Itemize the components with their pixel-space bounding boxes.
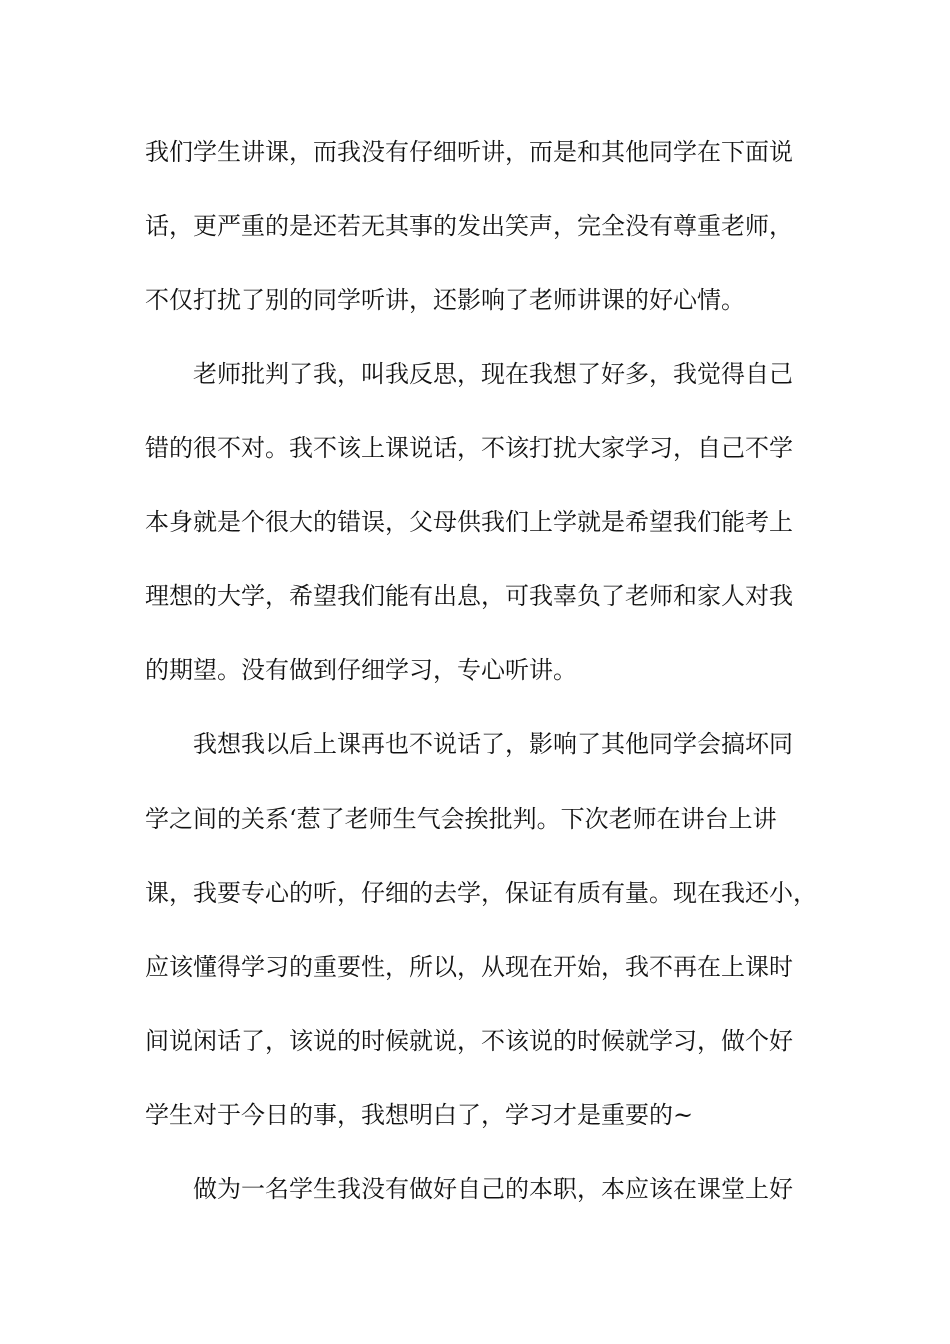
- paragraph-line: 课，我要专心的听，仔细的去学，保证有质有量。现在我还小，: [145, 879, 817, 907]
- paragraph-line: 不仅打扰了别的同学听讲，还影响了老师讲课的好心情。: [145, 286, 745, 314]
- paragraph-line: 错的很不对。我不该上课说话，不该打扰大家学习，自己不学: [145, 434, 793, 462]
- paragraph-line: 应该懂得学习的重要性，所以，从现在开始，我不再在上课时: [145, 953, 793, 981]
- paragraph-first-line: 做为一名学生我没有做好自己的本职，本应该在课堂上好: [193, 1175, 793, 1203]
- paragraph-line: 理想的大学，希望我们能有出息，可我辜负了老师和家人对我: [145, 582, 793, 610]
- paragraph-line: 话，更严重的是还若无其事的发出笑声，完全没有尊重老师，: [145, 212, 793, 240]
- paragraph-line: 我们学生讲课，而我没有仔细听讲，而是和其他同学在下面说: [145, 138, 793, 166]
- paragraph-line: 学生对于今日的事，我想明白了，学习才是重要的~: [145, 1101, 694, 1129]
- paragraph-first-line: 我想我以后上课再也不说话了，影响了其他同学会搞坏同: [193, 730, 793, 758]
- paragraph-first-line: 老师批判了我，叫我反思，现在我想了好多，我觉得自己: [193, 360, 793, 388]
- paragraph-line: 学之间的关系‘惹了老师生气会挨批判。下次老师在讲台上讲: [145, 805, 777, 833]
- paragraph-line: 本身就是个很大的错误，父母供我们上学就是希望我们能考上: [145, 508, 793, 536]
- paragraph-line: 的期望。没有做到仔细学习，专心听讲。: [145, 656, 577, 684]
- paragraph-line: 间说闲话了，该说的时候就说，不该说的时候就学习，做个好: [145, 1027, 793, 1055]
